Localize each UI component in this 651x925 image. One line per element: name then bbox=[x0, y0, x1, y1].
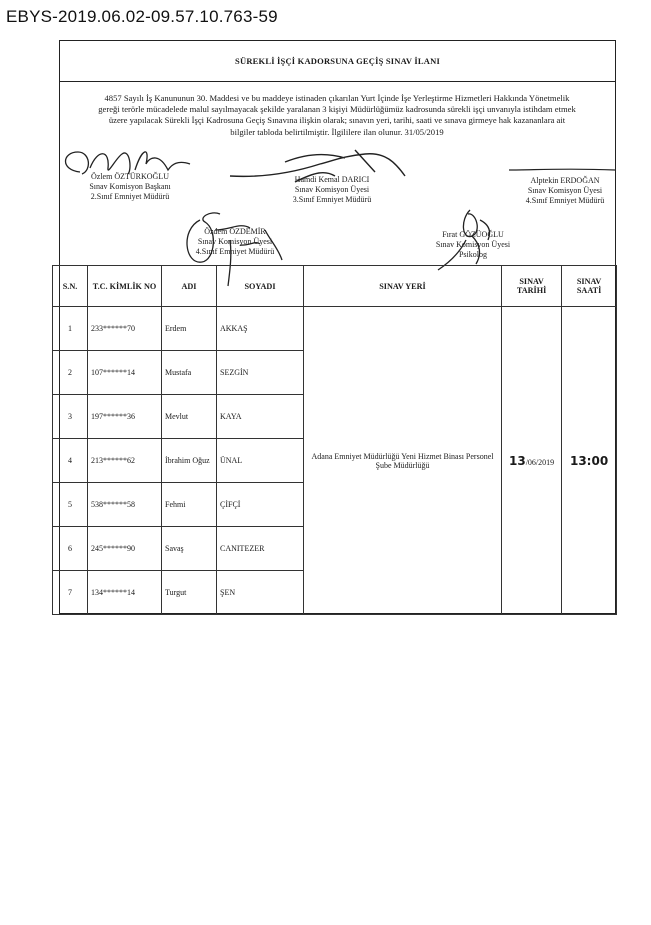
intro-line: bilgiler tabloda belirtilmiştir. İlgililere ilan olunur. 31/05/2019 bbox=[230, 126, 444, 137]
signatory-name: Alptekin ERDOĞAN bbox=[530, 176, 600, 185]
signatory-chair bbox=[70, 172, 190, 203]
notice-intro-text bbox=[62, 93, 612, 138]
cell-tc: 538******58 bbox=[88, 483, 162, 527]
cell-tc: 213******62 bbox=[88, 439, 162, 483]
cell-sn: 6 bbox=[53, 527, 88, 571]
cell-sn: 4 bbox=[53, 439, 88, 483]
cell-adi: Fehmi bbox=[162, 483, 217, 527]
cell-soyadi: AKKAŞ bbox=[217, 307, 304, 351]
header-sn: S.N. bbox=[53, 266, 88, 307]
cell-sn: 7 bbox=[53, 571, 88, 615]
cell-soyadi: KAYA bbox=[217, 395, 304, 439]
header-adi: ADI bbox=[162, 266, 217, 307]
candidate-table bbox=[52, 265, 617, 615]
cell-sn: 1 bbox=[53, 307, 88, 351]
signatory-role: Sınav Komisyon Üyesi bbox=[435, 240, 511, 250]
signatory-name: Fırat GÖZÜOĞLU bbox=[442, 230, 504, 239]
signatory-rank: 4.Sınıf Emniyet Müdürü bbox=[525, 196, 605, 206]
cell-soyadi: ŞEN bbox=[217, 571, 304, 615]
cell-tc: 107******14 bbox=[88, 351, 162, 395]
cell-sn: 3 bbox=[53, 395, 88, 439]
cell-adi: Savaş bbox=[162, 527, 217, 571]
signatory-member-2 bbox=[505, 176, 625, 207]
header-tc-kimlik-no: T.C. KİMLİK NO bbox=[88, 266, 162, 307]
cell-sinav-yeri: Adana Emniyet Müdürlüğü Yeni Hizmet Binası Personel Şube Müdürlüğü bbox=[304, 307, 502, 615]
signatory-name: Hamdi Kemal DARICI bbox=[294, 175, 370, 184]
cell-sn: 5 bbox=[53, 483, 88, 527]
header-soyadi: SOYADI bbox=[217, 266, 304, 307]
signatory-member-4 bbox=[418, 230, 528, 261]
cell-adi: İbrahim Oğuz bbox=[162, 439, 217, 483]
cell-tc: 245******90 bbox=[88, 527, 162, 571]
cell-soyadi: ÇİFÇİ bbox=[217, 483, 304, 527]
signatory-name: Özdem ÖZDEMİR bbox=[204, 227, 266, 236]
cell-tc: 197******36 bbox=[88, 395, 162, 439]
signatory-rank: 4.Sınıf Emniyet Müdürü bbox=[195, 247, 275, 257]
signatory-role: Sınav Komisyon Üyesi bbox=[294, 185, 370, 195]
signatory-role: Sınav Komisyon Üyesi bbox=[197, 237, 273, 247]
date-month-year: /06/2019 bbox=[525, 457, 555, 467]
intro-line: gereği terörle mücadelede malul sayılmayacak şekilde yaralanan 3 kişiyi Müdürlüğümüz kadrosunda sürekli işçi unvanıyla istihdam etmek bbox=[98, 104, 576, 115]
cell-adi: Erdem bbox=[162, 307, 217, 351]
cell-sn: 2 bbox=[53, 351, 88, 395]
cell-soyadi: CANITEZER bbox=[217, 527, 304, 571]
signatory-member-3 bbox=[175, 227, 295, 258]
signatory-role: Sınav Komisyon Üyesi bbox=[527, 186, 603, 196]
cell-soyadi: SEZGİN bbox=[217, 351, 304, 395]
signatory-rank: Psikolog bbox=[458, 250, 487, 260]
signatory-role: Sınav Komisyon Başkanı bbox=[89, 182, 171, 192]
table-row bbox=[53, 307, 617, 351]
notice-title: SÜREKLİ İŞÇİ KADORSUNA GEÇİŞ SINAV İLANI bbox=[59, 40, 616, 82]
header-sinav-yeri: SINAV YERİ bbox=[304, 266, 502, 307]
cell-tc: 134******14 bbox=[88, 571, 162, 615]
ebys-document-id: EBYS-2019.06.02-09.57.10.763-59 bbox=[6, 7, 278, 26]
cell-sinav-saati: 13:00 bbox=[562, 307, 617, 615]
intro-line: 4857 Sayılı İş Kanununun 30. Maddesi ve bu maddeye istinaden çıkarılan Yurt İçinde İşe Yerleştirme Hizmetleri Hakkında Yönetmelik bbox=[104, 93, 570, 103]
cell-tc: 233******70 bbox=[88, 307, 162, 351]
header-sinav-tarihi: SINAV TARİHİ bbox=[502, 266, 562, 307]
signatory-member-1 bbox=[262, 175, 402, 206]
signatory-name: Özlem ÖZTÜRKOĞLU bbox=[91, 172, 169, 181]
cell-adi: Mustafa bbox=[162, 351, 217, 395]
table-header-row bbox=[53, 266, 617, 307]
cell-adi: Mevlut bbox=[162, 395, 217, 439]
signatory-rank: 3.Sınıf Emniyet Müdürü bbox=[292, 195, 372, 205]
signatory-rank: 2.Sınıf Emniyet Müdürü bbox=[90, 192, 170, 202]
header-sinav-saati: SINAV SAATİ bbox=[562, 266, 617, 307]
cell-sinav-tarihi bbox=[502, 307, 562, 615]
intro-line: üzere yapılacak Sürekli İşçi Kadrosuna Geçiş Sınavına ilişkin olarak; sınavın yeri, tarihi, saati ve sınava girmeye hak kazananlara ait bbox=[108, 115, 566, 126]
cell-adi: Turgut bbox=[162, 571, 217, 615]
cell-soyadi: ÜNAL bbox=[217, 439, 304, 483]
handwritten-day: 13 bbox=[509, 453, 526, 468]
